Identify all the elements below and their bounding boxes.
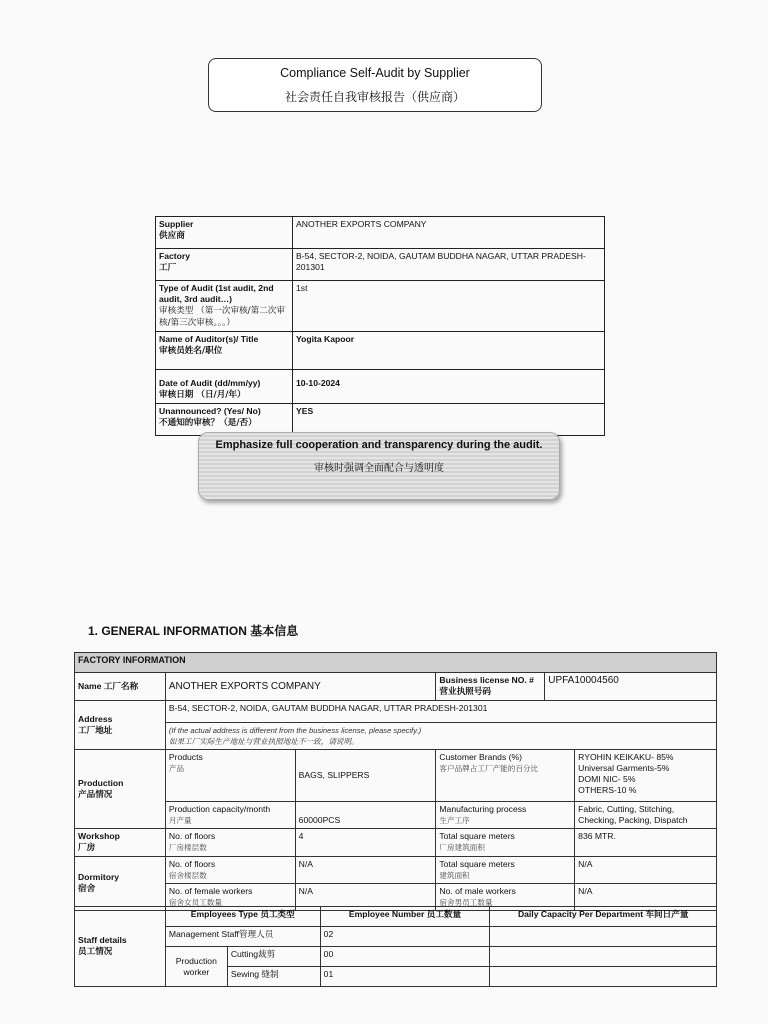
factory-name-value: ANOTHER EXPORTS COMPANY bbox=[165, 673, 436, 701]
audit-type-value: 1st bbox=[293, 281, 605, 332]
address-note-en: (If the actual address is different from the business license, please specify.) bbox=[168, 726, 422, 735]
audit-row-supplier bbox=[156, 217, 605, 249]
audit-row-type bbox=[156, 281, 605, 332]
management-value: 02 bbox=[320, 927, 490, 947]
audit-type-label-zh: 审核类型 （第一次审核/第二次审核/第三次审核。。。） bbox=[159, 306, 285, 328]
capacity-value: 60000PCS bbox=[295, 802, 436, 829]
document-title-box bbox=[208, 58, 542, 112]
auditor-label-zh: 审核员姓名/职位 bbox=[159, 346, 223, 356]
banner-text-en: Emphasize full cooperation and transparency during the audit. bbox=[215, 439, 543, 451]
management-row bbox=[75, 927, 717, 947]
unannounced-label: Unannounced? (Yes/ No) bbox=[159, 406, 261, 416]
products-label-zh: 产品 bbox=[168, 764, 185, 773]
address-row bbox=[75, 701, 717, 723]
banner-text-zh: 审核时强调全面配合与透明度 bbox=[314, 463, 444, 474]
ws-area-value: 836 MTR. bbox=[575, 829, 717, 857]
factory-value: B-54, SECTOR-2, NOIDA, GAUTAM BUDDHA NAGAR, UTTAR PRADESH-201301 bbox=[293, 249, 605, 281]
ws-area-label-zh: 厂房建筑面积 bbox=[439, 843, 485, 852]
dorm-male-value: N/A bbox=[575, 884, 717, 911]
dorm-floors-row bbox=[75, 857, 717, 884]
ws-floors-label: No. of floors bbox=[168, 831, 216, 841]
brands-label: Customer Brands (%) bbox=[439, 752, 523, 762]
section-heading-zh: 基本信息 bbox=[250, 624, 299, 638]
process-label-zh: 生产工序 bbox=[439, 816, 470, 825]
audit-info-table bbox=[155, 216, 605, 436]
capacity-row bbox=[75, 802, 717, 829]
dorm-area-label: Total square meters bbox=[439, 859, 515, 869]
address-note-row bbox=[75, 723, 717, 750]
audit-row-factory bbox=[156, 249, 605, 281]
sewing-label: Sewing 缝制 bbox=[227, 967, 320, 987]
section-heading-en: 1. GENERAL INFORMATION bbox=[88, 624, 247, 638]
capacity-label: Production capacity/month bbox=[168, 804, 271, 814]
audit-row-auditor bbox=[156, 332, 605, 370]
emp-type-header: Employees Type 员工类型 bbox=[165, 907, 320, 927]
capacity-label-zh: 月产量 bbox=[168, 816, 192, 825]
emp-number-header: Employee Number 员工数量 bbox=[320, 907, 490, 927]
supplier-label: Supplier bbox=[159, 219, 194, 229]
auditor-value: Yogita Kapoor bbox=[293, 332, 605, 370]
document-title-zh: 社会责任自我审核报告（供应商） bbox=[284, 90, 465, 104]
dorm-female-label-zh: 宿舍女员工数量 bbox=[168, 898, 223, 907]
ws-floors-value: 4 bbox=[295, 829, 436, 857]
unannounced-label-zh: 不通知的审核？（是/否） bbox=[159, 418, 257, 428]
cutting-row bbox=[75, 947, 717, 967]
audit-date-value: 10-10-2024 bbox=[293, 370, 605, 404]
cutting-value: 00 bbox=[320, 947, 490, 967]
dorm-area-value: N/A bbox=[575, 857, 717, 884]
address-label: Address bbox=[78, 713, 113, 724]
brands-label-zh: 客户品牌占工厂产能的百分比 bbox=[439, 764, 539, 773]
daily-capacity-header: Daily Capacity Per Department 车间日产量 bbox=[490, 907, 717, 927]
ws-floors-label-zh: 厂房楼层数 bbox=[168, 843, 207, 852]
license-label: Business license NO. # bbox=[439, 675, 534, 685]
staff-details-table bbox=[74, 906, 717, 987]
production-label-zh: 产品情况 bbox=[78, 789, 113, 800]
production-label: Production bbox=[78, 777, 124, 788]
management-label: Management Staff管理人员 bbox=[165, 927, 320, 947]
dorm-male-label: No. of male workers bbox=[439, 886, 516, 896]
factory-label-zh: 工厂 bbox=[159, 263, 177, 273]
brand-item: RYOHIN KEIKAKU- 85% bbox=[578, 752, 674, 762]
brand-item: Universal Garments-5% bbox=[578, 763, 670, 773]
factory-label: Factory bbox=[159, 251, 191, 261]
dorm-floors-label-zh: 宿舍楼层数 bbox=[168, 871, 207, 880]
dorm-female-label: No. of female workers bbox=[168, 886, 253, 896]
process-value: Fabric, Cutting, Stitching, Checking, Packing, Dispatch bbox=[575, 802, 717, 829]
audit-date-label-zh: 审核日期 （日/月/年） bbox=[159, 390, 246, 400]
audit-row-date bbox=[156, 370, 605, 404]
unannounced-value: YES bbox=[293, 404, 605, 436]
document-title-en: Compliance Self-Audit by Supplier bbox=[280, 66, 470, 80]
products-label: Products bbox=[168, 752, 203, 762]
name-row bbox=[75, 673, 717, 701]
cutting-label: Cutting裁剪 bbox=[227, 947, 320, 967]
supplier-label-zh: 供应商 bbox=[159, 231, 185, 241]
brands-values bbox=[575, 750, 717, 802]
factory-name-label: Name 工厂名称 bbox=[75, 673, 166, 701]
brand-item: OTHERS-10 % bbox=[578, 785, 637, 795]
dormitory-label: Dormitory bbox=[78, 872, 120, 882]
sewing-value: 01 bbox=[320, 967, 490, 987]
address-note-zh: 如果工厂实际生产地址与营业执照地址不一致，请说明。 bbox=[168, 737, 359, 746]
brand-item: DOMI NIC- 5% bbox=[578, 774, 636, 784]
dorm-area-label-zh: 建筑面积 bbox=[439, 871, 470, 880]
audit-row-unannounced bbox=[156, 404, 605, 436]
ws-area-label: Total square meters bbox=[439, 831, 515, 841]
section-heading bbox=[88, 622, 298, 639]
workshop-label: Workshop bbox=[78, 831, 120, 841]
staff-label: Staff details bbox=[78, 935, 127, 945]
dorm-male-label-zh: 宿舍男员工数量 bbox=[439, 898, 493, 907]
license-label-zh: 营业执照号码 bbox=[439, 687, 491, 697]
dorm-female-value: N/A bbox=[295, 884, 436, 911]
staff-label-zh: 员工情况 bbox=[78, 947, 113, 957]
factory-info-table bbox=[74, 652, 717, 911]
factory-info-header: FACTORY INFORMATION bbox=[75, 653, 717, 673]
staff-header-row bbox=[75, 907, 717, 927]
production-worker-label: Production worker bbox=[165, 947, 227, 987]
cooperation-banner bbox=[198, 432, 560, 500]
dorm-floors-label: No. of floors bbox=[168, 859, 216, 869]
process-label: Manufacturing process bbox=[439, 804, 527, 814]
workshop-label-zh: 厂房 bbox=[78, 843, 96, 853]
address-value: B-54, SECTOR-2, NOIDA, GAUTAM BUDDHA NAGAR, UTTAR PRADESH-201301 bbox=[165, 701, 716, 723]
products-row bbox=[75, 750, 717, 802]
audit-type-label: Type of Audit (1st audit, 2nd audit, 3rd audit…) bbox=[159, 283, 274, 304]
audit-date-label: Date of Audit (dd/mm/yy) bbox=[159, 378, 261, 388]
license-value: UPFA10004560 bbox=[545, 673, 717, 701]
supplier-value: ANOTHER EXPORTS COMPANY bbox=[293, 217, 605, 249]
factory-info-header-row bbox=[75, 653, 717, 673]
products-value: BAGS, SLIPPERS bbox=[295, 750, 436, 802]
address-label-zh: 工厂地址 bbox=[78, 725, 113, 736]
dormitory-label-zh: 宿舍 bbox=[78, 884, 96, 894]
dorm-floors-value: N/A bbox=[295, 857, 436, 884]
auditor-label: Name of Auditor(s)/ Title bbox=[159, 334, 259, 344]
workshop-row bbox=[75, 829, 717, 857]
